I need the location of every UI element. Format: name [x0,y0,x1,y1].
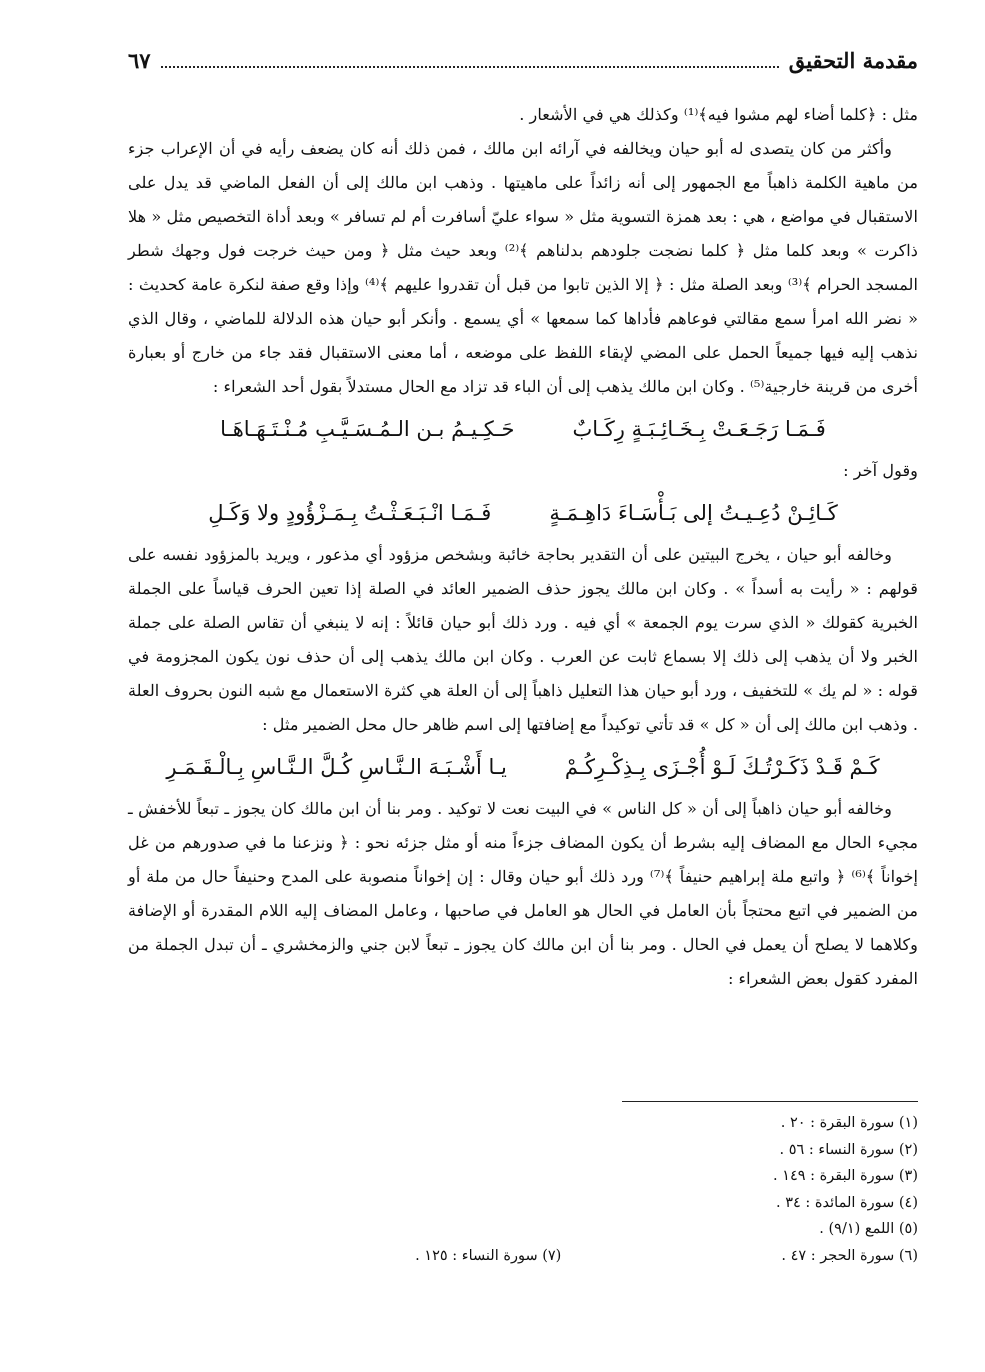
footnote: (٣) سورة البقرة : ١٤٩ . [772,1168,918,1184]
paragraph: وأكثر من كان يتصدى له أبو حيان ويخالفه في آرائه ابن مالك ، فمن ذلك أنه كان يضعف رأيه في أن الإعراب جزء من ماهية الكلمة ذاهباً مع الجمهور إلى أنه زائداً على ماهيتها . وذهب ابن مالك إلى أن الفعل الماضي قد يدل على الاستقبال في مواضع ، هي : بعد همزة التسوية مثل « سواء عليّ أسافرت أم لم تسافر » وبعد أداة التخصيص مثل « هلا ذاكرت » وبعد كلما مثل ﴿ كلما نضجت جلودهم بدلناهم ﴾⁽²⁾ وبعد حيث مثل ﴿ ومن حيث خرجت فول وجهك شطر المسجد الحرام ﴾⁽³⁾ وبعد الصلة مثل : ﴿ إلا الذين تابوا من قبل أن تقدروا عليهم ﴾⁽⁴⁾ وإذا وقع صفة لنكرة عامة كحديث : « نضر الله امرأ سمع مقالتي فوعاهم فأداها كما سمعها » أي يسمع . وأنكر أبو حيان هذه الدلالة للماضي ، وقال الذي نذهب إليه فيها جميعاً الحمل على المضي لإبقاء اللفظ على موضعه ، أما معنى الاستقبال فقد جاء من خارج أو بعبارة أخرى من قرينة خارجية⁽⁵⁾ . وكان ابن مالك يذهب إلى أن الباء قد تزاد مع الحال مستدلاً بقول أحد الشعراء : [128,139,918,396]
footnote: (٢) سورة النساء : ٥٦ . [779,1141,918,1158]
footnote: (٤) سورة المائدة : ٣٤ . [776,1194,918,1211]
paragraph: مثل : ﴿كلما أضاء لهم مشوا فيه﴾⁽¹⁾ وكذلك هي في الأشعار . [519,105,918,124]
verse-second-hemistich: فَـمَـا انْـبَـعَـثْـتُ بِـمَـزْؤُودٍ ولا وَكَـلِ [208,501,492,525]
footnote: (٧) سورة النساء : ١٢٥ . [415,1247,562,1264]
verse-first-hemistich: كَـائِـنْ دُعِـيـتُ إلى بَـأْسَـاءَ دَاهِـمَـةٍ [549,501,838,525]
paragraph: وخالفه أبو حيان ذاهباً إلى أن « كل الناس » في البيت نعت لا توكيد . ومر بنا أن ابن مالك كان يجوز ـ تبعاً للأخفش ـ مجيء الحال مع المضاف إليه بشرط أن يكون المضاف جزءاً منه أو مثل جزئه نحو : ﴿ ونزعنا ما في صدورهم من غل إخواناً ﴾⁽⁶⁾ ﴿ واتبع ملة إبراهيم حنيفاً ﴾⁽⁷⁾ ورد ذلك أبو حيان وقال : إن إخواناً منصوبة على المدح وحنيفاً حال من ملة أو من الضمير في اتبع محتجاً بأن العامل في الحال هو العامل في صاحبها ، وعامل المضاف إليه اللام المقدرة أو الإضافة وكلاهما لا يصلح أن يعمل في الحال . ومر بنا أن ابن مالك كان يجوز ـ تبعاً لابن جني والزمخشري ـ أن تبدل الجملة من المفرد كقول بعض الشعراء : [128,799,918,988]
verse-second-hemistich: يـا أَشْـبَـهَ الـنَّـاسِ كُـلَّ الـنَّـاسِ بِـالْـقَـمَـرِ [166,755,507,779]
poetry-verse [128,409,918,449]
verse-first-hemistich: كَـمْ قَـدْ ذَكَـرْتُـكَ لَـوْ أُجْـزَى بِـذِكْـرِكُـمْ [564,755,880,779]
verse-first-hemistich: فَـمَـا رَجَـعَـتْ بِـخَـائِـبَـةٍ رِكَـابٌ [572,417,826,441]
page-number: ٦٧ [128,48,151,73]
footnote: (٦) سورة الحجر : ٤٧ . [781,1247,918,1264]
verse-second-hemistich: حَـكِـيـمُ بـن الـمُـسَـيَّـبِ مُـنْـتَـهَـاهَـا [220,417,515,441]
footnote: (١) سورة البقرة : ٢٠ . [780,1115,918,1131]
header-dot-leader [161,52,779,68]
footnote-separator [622,1101,918,1102]
footnotes [128,1110,918,1269]
chapter-title: مقدمة التحقيق [788,48,918,73]
poetry-verse [128,493,918,533]
paragraph: وخالفه أبو حيان ، يخرج البيتين على أن التقدير بحاجة خائبة وبشخص مزؤود أي مذعور ، ويريد بالمزؤود نفسه على قولهم : « رأيت به أسداً » . وكان ابن مالك يجوز حذف الضمير العائد في الصلة إذا تعين الحرف قياساً على الجملة الخبرية كقولك « الذي سرت يوم الجمعة » أي فيه . ورد ذلك أبو حيان قائلاً : إنه لا ينبغي أن تقاس الصلة على جملة الخبر ولا أن يذهب إلى ذلك إلا بسماع ثابت عن العرب . وكان ابن مالك يذهب إلى أن حذف نون يكون المجزومة في قوله : « لم يك » للتخفيف ، ورد أبو حيان هذا التعليل ذاهباً إلى أن العلة هي كثرة الاستعمال مع شبه النون بحروف العلة . وذهب ابن مالك إلى أن « كل » قد تأتي توكيداً مع إضافتها إلى اسم ظاهر حال محل الضمير مثل : [128,545,918,734]
footnote-row [128,1243,918,1270]
running-header [128,48,918,73]
poetry-verse [128,747,918,787]
main-text [128,98,918,996]
paragraph: وقول آخر : [843,461,918,480]
footnote: (٥) اللمع (٩/١) . [819,1221,918,1237]
